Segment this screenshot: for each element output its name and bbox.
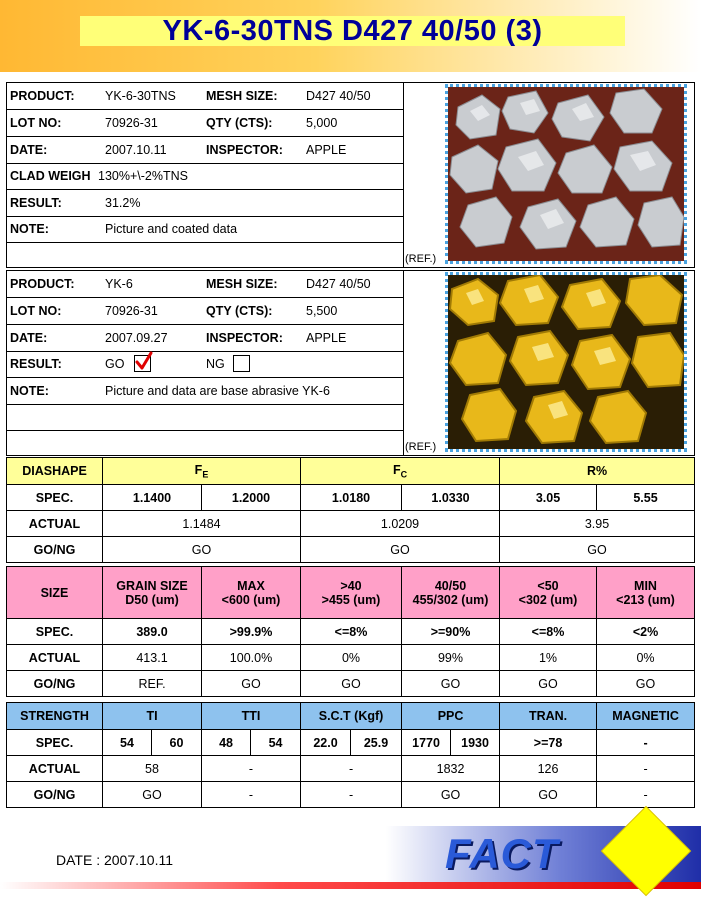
column-unit: >455 (um) (321, 592, 381, 607)
column-title: MAX (237, 578, 265, 593)
note-value: Picture and data are base abrasive YK-6 (105, 384, 330, 398)
table-cell: >=78 (500, 730, 597, 756)
table-cell: GO (500, 671, 597, 697)
column-unit: <600 (um) (221, 592, 281, 607)
ng-label: NG (206, 357, 225, 371)
table-cell: - (301, 756, 402, 782)
sct-header: S.C.T (Kgf) (301, 703, 402, 730)
go-label: GO (105, 357, 125, 371)
table-row (7, 756, 695, 782)
table-cell: 22.0 (301, 730, 351, 756)
table-row (7, 782, 695, 808)
divider (7, 109, 403, 110)
divider (7, 404, 403, 405)
table-cell: GO (103, 782, 202, 808)
table-cell: 1.0180 (301, 485, 402, 511)
table-cell: 1.2000 (202, 485, 301, 511)
mesh-size-value: D427 40/50 (306, 277, 371, 291)
divider (7, 136, 403, 137)
table-row (7, 537, 695, 563)
grain-size-header (103, 567, 202, 619)
40-50-header (402, 567, 500, 619)
table-cell: 1.1484 (103, 511, 301, 537)
mesh-size-label: MESH SIZE: (206, 89, 278, 103)
date-value: 2007.09.27 (105, 331, 168, 345)
actual-label: ACTUAL (7, 511, 103, 537)
date-label: DATE: (10, 143, 48, 157)
table-cell: 25.9 (351, 730, 402, 756)
table-cell: 413.1 (103, 645, 202, 671)
divider (7, 377, 403, 378)
table-cell: 58 (103, 756, 202, 782)
ppc-header: PPC (402, 703, 500, 730)
product-value: YK-6 (105, 277, 133, 291)
qty-value: 5,500 (306, 304, 338, 318)
lot-label: LOT NO: (10, 116, 62, 130)
divider (7, 430, 403, 431)
table-cell: GO (202, 671, 301, 697)
over-40-header (301, 567, 402, 619)
fe-subscript: E (202, 469, 209, 480)
table-cell: >=90% (402, 619, 500, 645)
table-cell: 389.0 (103, 619, 202, 645)
qty-value: 5,000 (306, 116, 338, 130)
table-row (7, 645, 695, 671)
spec-label: SPEC. (7, 619, 103, 645)
note-label: NOTE: (10, 222, 49, 236)
coated-diamond-photo (445, 84, 687, 264)
table-cell: - (597, 756, 695, 782)
divider (7, 216, 403, 217)
spec-label: SPEC. (7, 485, 103, 511)
qty-label: QTY (CTS): (206, 116, 273, 130)
diashape-header-row (7, 458, 695, 485)
r-percent-header: R% (500, 458, 695, 485)
table-cell: REF. (103, 671, 202, 697)
go-ng-label: GO/NG (7, 537, 103, 563)
table-cell: 1.0330 (402, 485, 500, 511)
table-cell: 54 (103, 730, 152, 756)
go-ng-label: GO/NG (7, 671, 103, 697)
column-title: <50 (537, 578, 559, 593)
lot-value: 70926-31 (105, 116, 158, 130)
date-value: 2007.10.11 (105, 143, 167, 157)
table-cell: 100.0% (202, 645, 301, 671)
spec-label: SPEC. (7, 730, 103, 756)
tti-header: TTI (202, 703, 301, 730)
inspector-label: INSPECTOR: (206, 143, 283, 157)
table-cell: 0% (301, 645, 402, 671)
table-cell: 126 (500, 756, 597, 782)
divider (7, 324, 403, 325)
product-label: PRODUCT: (10, 89, 75, 103)
ref-label: (REF.) (405, 253, 437, 265)
footer-date: DATE : 2007.10.11 (56, 852, 173, 868)
table-row (7, 619, 695, 645)
table-cell: - (597, 730, 695, 756)
clad-weight-value: 130%+\-2%TNS (98, 169, 188, 183)
table-cell: 1832 (402, 756, 500, 782)
table-cell: GO (402, 782, 500, 808)
diashape-header: DIASHAPE (7, 458, 103, 485)
table-cell: - (202, 782, 301, 808)
table-cell: GO (597, 671, 695, 697)
tran-header: TRAN. (500, 703, 597, 730)
fc-header (301, 458, 500, 485)
coated-crystals-image (448, 87, 684, 261)
divider (403, 83, 404, 267)
strength-header-row (7, 703, 695, 730)
table-cell: 5.55 (597, 485, 695, 511)
size-header-row (7, 567, 695, 619)
column-unit: <302 (um) (518, 592, 578, 607)
product-value: YK-6-30TNS (105, 89, 176, 103)
table-cell: <=8% (500, 619, 597, 645)
ti-header: TI (103, 703, 202, 730)
table-cell: GO (301, 537, 500, 563)
base-diamond-photo (445, 272, 687, 452)
table-cell: 1930 (451, 730, 500, 756)
divider (7, 189, 403, 190)
actual-label: ACTUAL (7, 756, 103, 782)
column-title: >40 (340, 578, 362, 593)
table-cell: >99.9% (202, 619, 301, 645)
fe-header (103, 458, 301, 485)
divider (7, 351, 403, 352)
magnetic-header: MAGNETIC (597, 703, 695, 730)
table-cell: 3.05 (500, 485, 597, 511)
table-cell: 1.0209 (301, 511, 500, 537)
strength-header: STRENGTH (7, 703, 103, 730)
lot-label: LOT NO: (10, 304, 62, 318)
table-cell: - (301, 782, 402, 808)
lot-value: 70926-31 (105, 304, 158, 318)
table-cell: - (597, 782, 695, 808)
result-value: 31.2% (105, 196, 141, 210)
actual-label: ACTUAL (7, 645, 103, 671)
note-value: Picture and coated data (105, 222, 238, 236)
product-label: PRODUCT: (10, 277, 75, 291)
inspector-label: INSPECTOR: (206, 331, 283, 345)
table-cell: GO (301, 671, 402, 697)
table-cell: 1770 (402, 730, 451, 756)
mesh-size-value: D427 40/50 (306, 89, 371, 103)
note-label: NOTE: (10, 384, 49, 398)
fact-logo: FACT (445, 830, 559, 877)
column-unit: <213 (um) (616, 592, 675, 607)
table-row (7, 511, 695, 537)
table-cell: 1.1400 (103, 485, 202, 511)
fe-symbol: F (194, 462, 203, 477)
table-cell: 54 (251, 730, 301, 756)
table-cell: 3.95 (500, 511, 695, 537)
result-label: RESULT: (10, 196, 62, 210)
table-row (7, 671, 695, 697)
strength-table (6, 702, 695, 808)
qty-label: QTY (CTS): (206, 304, 273, 318)
table-row (7, 485, 695, 511)
size-table (6, 566, 695, 697)
table-cell: GO (500, 782, 597, 808)
date-label: DATE: (10, 331, 48, 345)
diashape-table (6, 457, 695, 563)
divider (7, 297, 403, 298)
ref-label: (REF.) (405, 441, 437, 453)
divider (403, 271, 404, 455)
column-unit: 455/302 (um) (412, 592, 489, 607)
page-title: YK-6-30TNS D427 40/50 (3) (80, 16, 625, 46)
table-cell: <2% (597, 619, 695, 645)
column-title: 40/50 (434, 578, 467, 593)
table-cell: GO (103, 537, 301, 563)
checkmark-icon (134, 351, 154, 371)
go-ng-label: GO/NG (7, 782, 103, 808)
size-header: SIZE (7, 567, 103, 619)
divider (7, 163, 403, 164)
under-50-header (500, 567, 597, 619)
table-cell: - (202, 756, 301, 782)
table-cell: <=8% (301, 619, 402, 645)
table-row (7, 730, 695, 756)
inspector-value: APPLE (306, 331, 347, 345)
footer-stripe (0, 882, 701, 889)
go-checkbox[interactable] (134, 355, 151, 372)
max-header (202, 567, 301, 619)
table-cell: 1% (500, 645, 597, 671)
ng-checkbox[interactable] (233, 355, 250, 372)
table-cell: GO (500, 537, 695, 563)
inspector-value: APPLE (306, 143, 347, 157)
mesh-size-label: MESH SIZE: (206, 277, 278, 291)
min-header (597, 567, 695, 619)
table-cell: 0% (597, 645, 695, 671)
table-cell: 99% (402, 645, 500, 671)
table-cell: 48 (202, 730, 251, 756)
column-title: GRAIN SIZE (116, 578, 188, 593)
base-crystals-image (448, 275, 684, 449)
table-cell: 60 (152, 730, 202, 756)
column-unit: D50 (um) (125, 592, 179, 607)
fc-subscript: C (400, 469, 408, 480)
fc-symbol: F (392, 462, 401, 477)
divider (7, 242, 403, 243)
result-label: RESULT: (10, 357, 62, 371)
table-cell: GO (402, 671, 500, 697)
column-title: MIN (634, 578, 657, 593)
clad-weight-label: CLAD WEIGH (10, 169, 91, 183)
